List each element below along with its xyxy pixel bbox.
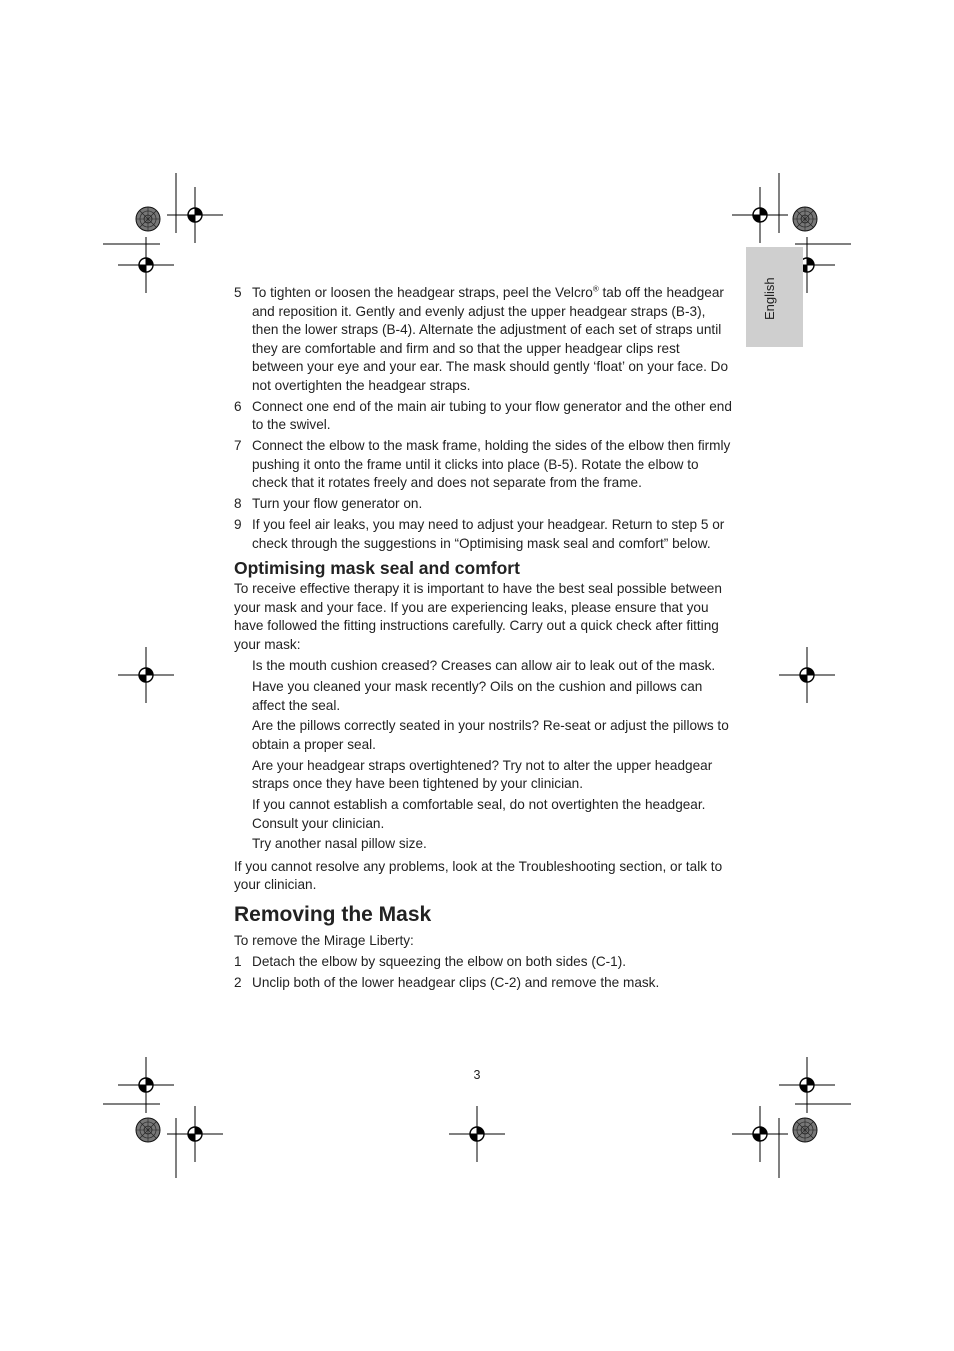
optimising-heading: Optimising mask seal and comfort (234, 558, 520, 579)
step-number: 5 (234, 285, 242, 300)
step-number: 6 (234, 398, 242, 414)
step-text: Turn your flow generator on. (252, 496, 423, 512)
step-text: Connect one end of the main air tubing to your flow generator and the other end to the swivel. (252, 398, 732, 433)
step-number: 1 (234, 954, 242, 970)
step-text-part: To tighten or loosen the headgear straps, peel the Velcro (252, 285, 593, 300)
step-number: 8 (234, 496, 242, 512)
step-text: Unclip both of the lower headgear clips (C-2) and remove the mask. (252, 975, 660, 991)
checklist-item: Try another nasal pillow size. (252, 836, 427, 852)
registered-mark: ® (592, 284, 599, 294)
step-text-part: tab off the headgear and reposition it. Gently and evenly adjust the upper headgear straps (B-3), then the lower straps (B-4). Alternate the adjustment of each set of straps until they are comfortable and firm and so that the upper headgear clips rest between your eye and your ear. The mask should gently ‘float’ on your face. Do not overtighten the headgear straps. (252, 285, 729, 393)
removing-heading: Removing the Mask (234, 902, 432, 926)
checklist-item: Have you cleaned your mask recently? Oils on the cushion and pillows can affect the seal. (252, 679, 703, 713)
step-7 (234, 437, 734, 493)
optimising-intro: To receive effective therapy it is important to have the best seal possible between your mask and your face. If you are experiencing leaks, please ensure that you have followed the fitting instructions carefully. Carry out a quick check after fitting your mask: (234, 581, 722, 652)
checklist (234, 657, 734, 853)
step-number: 7 (234, 438, 242, 454)
step-text: If you feel air leaks, you may need to adjust your headgear. Return to step 5 or check through the suggestions in “Optimising mask seal and comfort” below. (252, 517, 725, 551)
step-text: Connect the elbow to the mask frame, holding the sides of the elbow then firmly pushing it onto the frame until it clicks into place (B-5). Rotate the elbow to check that it rotates freely and does not separate from the frame. (252, 438, 731, 491)
checklist-item: If you cannot establish a comfortable seal, do not overtighten the headgear. Consult your clinician. (252, 797, 706, 831)
step-9 (234, 516, 734, 553)
checklist-item: Are the pillows correctly seated in your nostrils? Re-seat or adjust the pillows to obtain a proper seal. (252, 718, 729, 752)
step-text (252, 284, 734, 395)
step-number: 9 (234, 517, 242, 533)
main-content (234, 284, 734, 996)
step-8 (234, 495, 734, 514)
page-number: 3 (473, 1068, 481, 1082)
remove-step-1 (234, 953, 734, 972)
step-text: Detach the elbow by squeezing the elbow on both sides (C-1). (252, 954, 627, 970)
checklist-item: Is the mouth cushion creased? Creases can allow air to leak out of the mask. (252, 658, 716, 674)
remove-step-2 (234, 974, 734, 993)
step-6 (234, 398, 734, 435)
step-5 (234, 284, 734, 395)
language-tab-label: English (762, 277, 777, 320)
optimising-closing: If you cannot resolve any problems, look at the Troubleshooting section, or talk to your clinician. (234, 858, 723, 893)
step-number: 2 (234, 975, 242, 991)
removing-intro: To remove the Mirage Liberty: (234, 932, 414, 948)
checklist-item: Are your headgear straps overtightened? Try not to alter the upper headgear straps once they have been tightened by your clinician. (252, 757, 713, 792)
